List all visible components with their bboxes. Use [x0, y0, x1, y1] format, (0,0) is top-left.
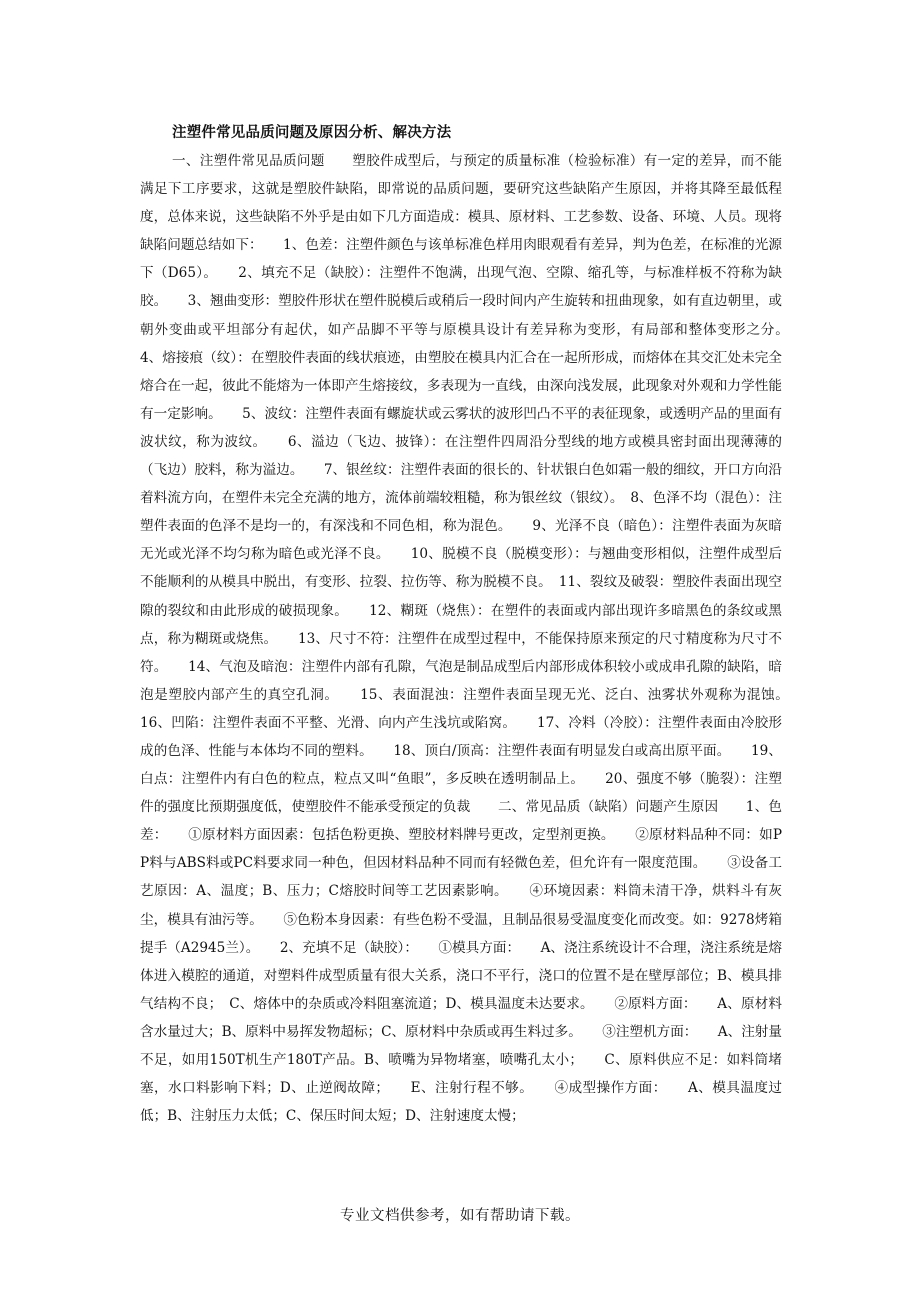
document-title: 注塑件常见品质问题及原因分析、解决方法 — [172, 124, 452, 141]
document-body: 一、注塑件常见品质问题 塑胶件成型后，与预定的质量标准（检验标准）有一定的差异，而不能满足下工序要求，这就是塑胶件缺陷，即常说的品质问题，要研究这些缺陷产生原因，并将其降至最低程度，总体来说，这些缺陷不外乎是由如下几方面造成：模具、原材料、工艺参数、设备、环境、人员。现将缺陷问题总结如下： 1、色差：注塑件颜色与该单标准色样用肉眼观看有差异，判为色差，在标准的光源下（D65）。 2、填充不足（缺胶）：注塑件不饱满，出现气泡、空隙、缩孔等，与标准样板不符称为缺胶。 3、翘曲变形：塑胶件形状在塑件脱模后或稍后一段时间内产生旋转和扭曲现象，如有直边朝里，或朝外变曲或平坦部分有起伏，如产品脚不平等与原模具设计有差异称为变形，有局部和整体变形之分。 4、熔接痕（纹）：在塑胶件表面的线状痕迹，由塑胶在模具内汇合在一起所形成，而熔体在其交汇处未完全熔合在一起，彼此不能熔为一体即产生熔接纹，多表现为一直线，由深向浅发展，此现象对外观和力学性能有一定影响。 5、波纹：注塑件表面有螺旋状或云雾状的波形凹凸不平的表征现象，或透明产品的里面有波状纹，称为波纹。 6、溢边（飞边、披锋）：在注塑件四周沿分型线的地方或模具密封面出现薄薄的（飞边）胶料，称为溢边。 7、银丝纹：注塑件表面的很长的、针状银白色如霜一般的细纹，开口方向沿着料流方向，在塑件未完全充满的地方，流体前端较粗糙，称为银丝纹（银纹）。 8、色泽不均（混色）：注塑件表面的色泽不是均一的，有深浅和不同色相，称为混色。 9、光泽不良（暗色）：注塑件表面为灰暗无光或光泽不均匀称为暗色或光泽不良。 10、脱模不良（脱模变形）：与翘曲变形相似，注塑件成型后不能顺利的从模具中脱出，有变形、拉裂、拉伤等、称为脱模不良。 11、裂纹及破裂：塑胶件表面出现空隙的裂纹和由此形成的破损现象。 12、糊斑（烧焦）：在塑件的表面或内部出现许多暗黑色的条纹或黑点，称为糊斑或烧焦。 13、尺寸不符：注塑件在成型过程中，不能保持原来预定的尺寸精度称为尺寸不符。 14、气泡及暗泡：注塑件内部有孔隙，气泡是制品成型后内部形成体积较小或成串孔隙的缺陷，暗泡是塑胶内部产生的真空孔洞。 15、表面混浊：注塑件表面呈现无光、泛白、浊雾状外观称为混蚀。 16、凹陷：注塑件表面不平整、光滑、向内产生浅坑或陷窝。 17、冷料（冷胶）：注塑件表面由冷胶形成的色泽、性能与本体均不同的塑料。 18、顶白/顶高：注塑件表面有明显发白或高出原平面。 19、白点：注塑件内有白色的粒点，粒点又叫“鱼眼”，多反映在透明制品上。 20、强度不够（脆裂）：注塑件的强度比预期强度低，使塑胶件不能承受预定的负裁 二、常见品质（缺陷）问题产生原因 1、色差： ①原材料方面因素：包括色粉更换、塑胶材料牌号更改，定型剂更换。 ②原材料品种不同：如PP料与ABS料或PC料要求同一种色，但因材料品种不同而有轻微色差，但允许有一限度范围。 ③设备工艺原因：A、温度；B、压力；C熔胶时间等工艺因素影响。 ④环境因素：料筒未清干净，烘料斗有灰尘，模具有油污等。 ⑤色粉本身因素：有些色粉不受温，且制品很易受温度变化而改变。如：9278烤箱提手（A2945兰）。 2、充填不足（缺胶）： ①模具方面： A、浇注系统设计不合理，浇注系统是熔体进入模腔的通道，对塑料件成型质量有很大关系，浇口不平行，浇口的位置不是在壁厚部位；B、模具排气结构不良； C、熔体中的杂质或冷料阻塞流道；D、模具温度未达要求。 ②原料方面： A、原材料含水量过大；B、原料中易挥发物超标；C、原材料中杂质或再生料过多。 ③注塑机方面： A、注射量不足，如用150T机生产180T产品。B、喷嘴为异物堵塞，喷嘴孔太小； C、原料供应不足：如料筒堵塞，水口料影响下料；D、止逆阀故障； E、注射行程不够。 ④成型操作方面： A、模具温度过低；B、注射压力太低；C、保压时间太短；D、注射速度太慢； — [140, 153, 810, 1125]
page-footer: 专业文档供参考，如有帮助请下载。 — [340, 1208, 580, 1224]
